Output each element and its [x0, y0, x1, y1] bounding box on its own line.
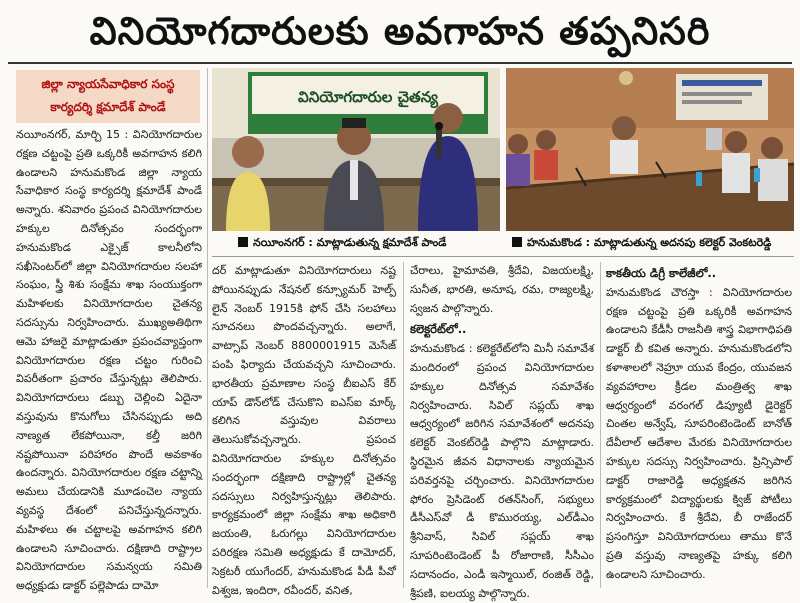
subhead-line-1: జిల్లా న్యాయసేవాధికార సంస్థ: [41, 77, 175, 91]
col3-intro: చేరాలు, హైమావతి, శ్రీదేవి, విజయలక్ష్మి, సునీత, భారతి, అనూష, రమ, రాజ్యలక్ష్మి, స్వజన పాల్గొన్నారు.: [410, 264, 594, 315]
photo-naimnagar-illustration: [212, 68, 500, 231]
photo2-caption: [512, 232, 794, 254]
subhead-line-2: కార్యదర్శి క్షమాదేశ్ పాండే: [50, 100, 166, 114]
photo2-caption-text: హనుమకొండ : మాట్లాడుతున్న అదనపు కలెక్టర్ వెంకటరెడ్డి: [527, 236, 772, 249]
kakatiya-college-column: [606, 262, 792, 590]
collectorate-body: హనుమకొండ : కలెక్టరేట్‌లోని మినీ సమావేశ మందిరంలో ప్రపంచ వినియోగదారుల హక్కుల దినోత్సవ సమావేశం నిర్వహించారు. సివిల్ సప్లయ్ శాఖ ఆధ్వర్యంలో జరిగిన సమావేశంలో అదనపు కలెక్టర్ వెంకట్‌రెడ్డి పాల్గొని మాట్లాడారు. స్థిరమైన జీవన విధానాలకు న్యాయమైన పరివర్తనపై చర్చించారు. వినియోగదారుల ఫోరం ప్రెసిడెంట్ రతన్‌సింగ్, సభ్యులు డీసీఎస్‌వో డీ కొమురయ్య, ఎల్‌డీఎం శ్రీనివాస్, సివిల్ సప్లయ్ శాఖ సూపరింటెండెంట్ పీ రోజారాణి, సీసీఎం సదానందం, ఎండీ ఇస్మాయిల్, రంజిత్ రెడ్డి, శ్రీపణి, ఐలయ్య పాల్గొన్నారు.: [410, 342, 594, 600]
story1-continued-column: [212, 262, 396, 597]
photo1-caption-text: నయీంనగర్ : మాట్లాడుతున్న క్షమాదేశ్ పాండే: [253, 236, 447, 249]
kakatiya-body: హనుమకొండ చౌరస్తా : వినియోగదారుల రక్షణ చట్టంపై ప్రతి ఒక్కరికీ అవగాహన ఉండాలని కేడీసీ రాజనీతి శాస్త్ర విభాగాధిపతి డాక్టర్ బీ కవిత అన్నారు. హనుమకొండలోని కళాశాలలో నెహ్రూ యువ కేంద్రం, యువజన వ్యవహారాల క్రీడల మంత్రిత్వ శాఖ ఆధ్వర్యంలో వరంగల్ డిప్యూటీ డైరెక్టర్ చింతల అన్వేష్, సూపరింటెండెంట్ బానోత్ దేవీలాల్ ఆదేశాల మేరకు వినియోగదారుల హక్కుల సదస్సు నిర్వహించారు. ప్రిన్సిపాల్ డాక్టర్ రాజారెడ్డి అధ్యక్షతన జరిగిన కార్యక్రమంలో విద్యార్థులకు క్విజ్ పోటీలు నిర్వహించారు. కే శ్రీదేవి, బీ రాజేందర్ ప్రసంగిస్తూ వినియోగదారులు తాము కొనే ప్రతి వస్తువు నాణ్యతపై హక్కు కలిగి ఉండాలని సూచించారు.: [606, 285, 792, 581]
caption-marker-icon: [512, 237, 522, 247]
photo-collectorate-meeting: [506, 68, 794, 231]
headline: వినియోగదారులకు అవగాహన తప్పనిసరి: [89, 9, 711, 53]
caption-rule: [212, 256, 794, 257]
story1-body-column: [16, 126, 202, 592]
column-divider: [403, 262, 404, 588]
caption-marker-icon: [238, 237, 248, 247]
story1-subhead: [16, 70, 200, 123]
banner-text: వినియోగదారుల చైతన్య: [298, 88, 438, 106]
story1-body: నయీంనగర్, మార్చి 15 : వినియోగదారుల రక్షణ చట్టంపై ప్రతి ఒక్కరికీ అవగాహన కలిగి ఉండాలని హనుమకొండ జిల్లా న్యాయ సేవాధికార సంస్థ కార్యదర్శి క్షమాదేశ్ పాండే అన్నారు. శనివారం ప్రపంచ వినియోగదారుల హక్కుల దినోత్సవం సందర్భంగా హనుమకొండ ఎక్సైజ్ కాలనీలోని సఖీసెంటర్‌లో జిల్లా వినియోగదారుల సలహా సంఘం, స్త్రీ శిశు సంక్షేమ శాఖ సంయుక్తంగా మహిళలకు వినియోగదారుల చైతన్య సదస్సును నిర్వహించారు. ముఖ్యఅతిథిగా ఆమె హాజరై మాట్లాడుతూ ప్రపంచవ్యాప్తంగా వినియోగదారుల రక్షణ చట్టం గురించి విపరీతంగా ప్రచారం చేస్తున్నట్లు తెలిపారు. వినియోగదారులు డబ్బు చెల్లించి ఏదైనా వస్తువును కొనుగోలు చేసినప్పుడు అది నాణ్యత లేకపోయినా, కల్తీ జరిగి నష్టపోయినా పరిహారం పొందే అవకాశం ఉందన్నారు. వినియోగదారుల రక్షణ చట్టాన్ని అమలు చేయడానికి మూడంచెల న్యాయ వ్యవస్థ దేశంలో పనిచేస్తున్నదన్నారు. మహిళలు ఈ చట్టాలపై అవగాహన కలిగి ఉండాలని సూచించారు. దక్షిణాది రాష్ట్రాల వినియోగదారుల సమన్వయ సమితి అధ్యక్షుడు డాక్టర్ పల్లెపాడు దామో: [16, 128, 202, 593]
photo-collectorate-illustration: [506, 68, 794, 231]
collectorate-section-head: కలెక్టరేట్‌లో..: [410, 322, 467, 337]
collectorate-column: [410, 262, 594, 600]
photo1-caption: [238, 232, 500, 254]
kakatiya-section-head: కాకతీయ డిగ్రీ కాలేజీలో..: [606, 266, 717, 280]
story1-continued-body: దర్ మాట్లాడుతూ వినియోగదారులు నష్ట పోయినప్పుడు నేషనల్ కన్స్యూమర్ హెల్ప్ లైన్ నెంబర్ 1915కి ఫోన్ చేసి సలహాలు సూచనలు పొందవచ్చన్నారు. అలాగే, వాట్సాప్ నెంబర్ 8800001915 మెసేజ్ పంపి ఫిర్యాదు చేయవచ్చని సూచించారు. భారతీయ ప్రమాణాల సంస్థ బీఐఎస్ కేర్ యాప్ డౌన్‌లోడ్ చేసుకొని ఐఎస్‌ఐ మార్క్ కలిగిన వస్తువుల వివరాలు తెలుసుకోవచ్చన్నారు. ప్రపంచ వినియోగదారుల హక్కుల దినోత్సవం సందర్భంగా దక్షిణాది రాష్ట్రాల్లో చైతన్య సదస్సులు నిర్వహిస్తున్నట్లు తెలిపారు. కార్యక్రమంలో జిల్లా సంక్షేమ శాఖ అధికారి జయంతి, ఓరుగల్లు వినియోగదారుల పరిరక్షణ సమితి అధ్యక్షుడు కే దామోదర్, సెక్రటరీ యుగేందర్, హనుమకొండ పీడీ పీవో విశ్వజ, ఇందిరా, రవీందర్, వనిత,: [212, 264, 396, 597]
photo-naimnagar-event: [212, 68, 500, 231]
headline-rule: [8, 62, 792, 64]
column-divider: [600, 262, 601, 588]
column-divider: [207, 68, 208, 588]
